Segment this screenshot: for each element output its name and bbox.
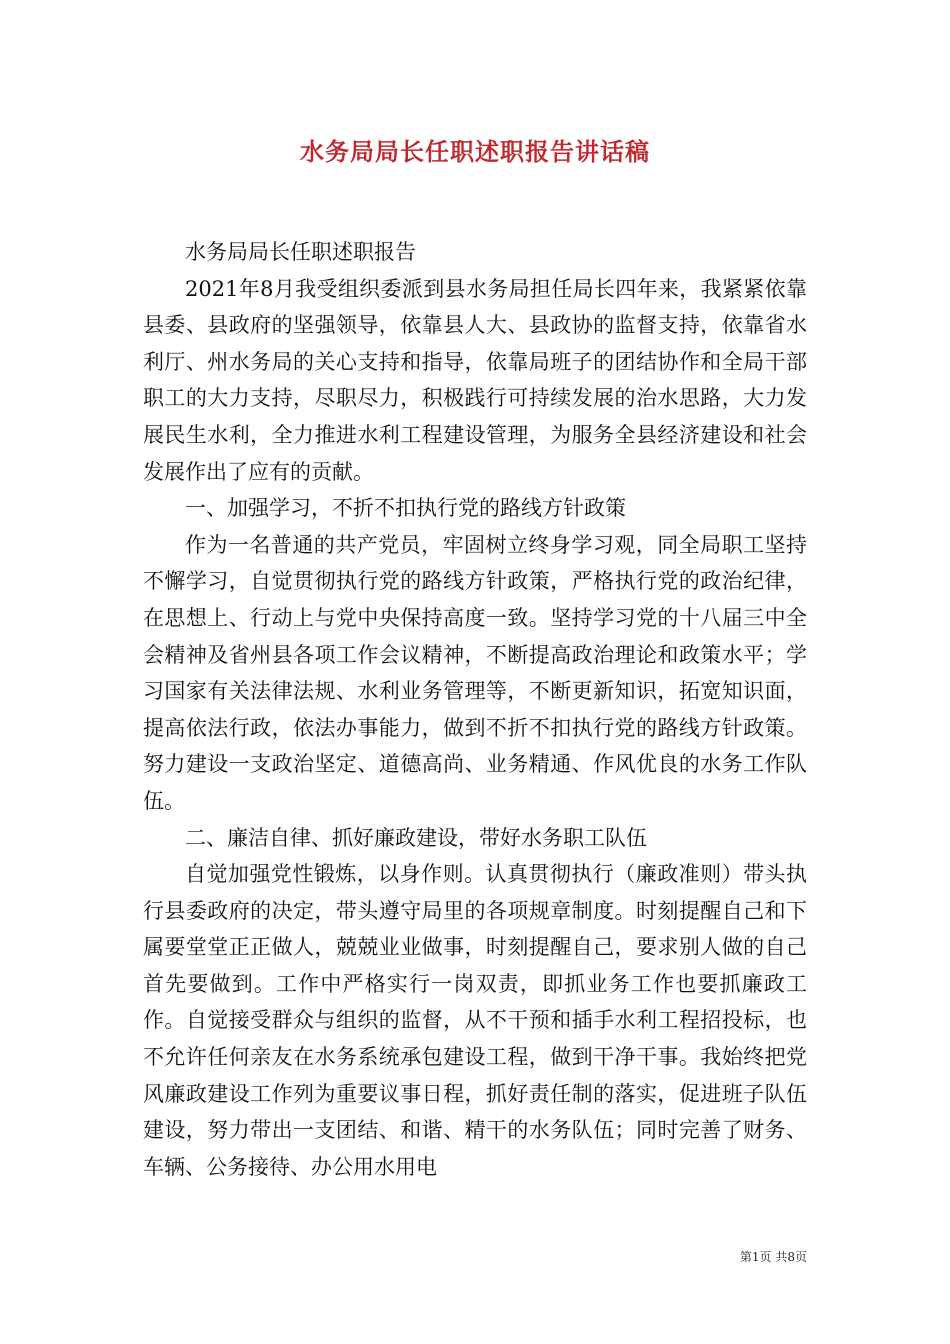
page-number: 第1页 共8页 [739,1250,807,1264]
section-heading-1: 一、加强学习，不折不扣执行党的路线方针政策 [185,496,626,521]
section-2-paragraph: 自觉加强党性锻炼，以身作则。认真贯彻执行（廉政准则）带头执行县委政府的决定，带头遵守局里的各项规章制度。时刻提醒自己和下属要堂堂正正做人，兢兢业业做事，时刻提醒自己，要求别人做的自己首先要做到。工作中严格实行一岗双责，即抓业务工作也要抓廉政工作。自觉接受群众与组织的监督，从不干预和插手水利工程招投标，也不允许任何亲友在水务系统承包建设工程，做到干净干事。我始终把党风廉政建设工作列为重要议事日程，抓好责任制的落实，促进班子队伍建设，努力带出一支团结、和谐、精干的水务队伍；同时完善了财务、车辆、公务接待、办公用水用电 [143,862,807,1179]
section-heading-2: 二、廉洁自律、抓好廉政建设，带好水务职工队伍 [185,825,647,850]
intro-paragraph: 2021年8月我受组织委派到县水务局担任局长四年来，我紧紧依靠县委、县政府的坚强领导，依靠县人大、县政协的监督支持，依靠省水利厅、州水务局的关心支持和指导，依靠局班子的团结协作和全局干部职工的大力支持，尽职尽力，积极践行可持续发展的治水思路，大力发展民生水利，全力推进水利工程建设管理，为服务全县经济建设和社会发展作出了应有的贡献。 [143,276,807,484]
document-body [143,234,807,1185]
document-title: 水务局局长任职述职报告讲话稿 [300,137,650,166]
subtitle-paragraph: 水务局局长任职述职报告 [185,240,416,264]
section-1-paragraph: 作为一名普通的共产党员，牢固树立终身学习观，同全局职工坚持不懈学习，自觉贯彻执行党的路线方针政策，严格执行党的政治纪律，在思想上、行动上与党中央保持高度一致。坚持学习党的十八届三中全会精神及省州县各项工作会议精神，不断提高政治理论和政策水平；学习国家有关法律法规、水利业务管理等，不断更新知识，拓宽知识面，提高依法行政，依法办事能力，做到不折不扣执行党的路线方针政策。努力建设一支政治坚定、道德高尚、业务精通、作风优良的水务工作队伍。 [143,532,807,813]
